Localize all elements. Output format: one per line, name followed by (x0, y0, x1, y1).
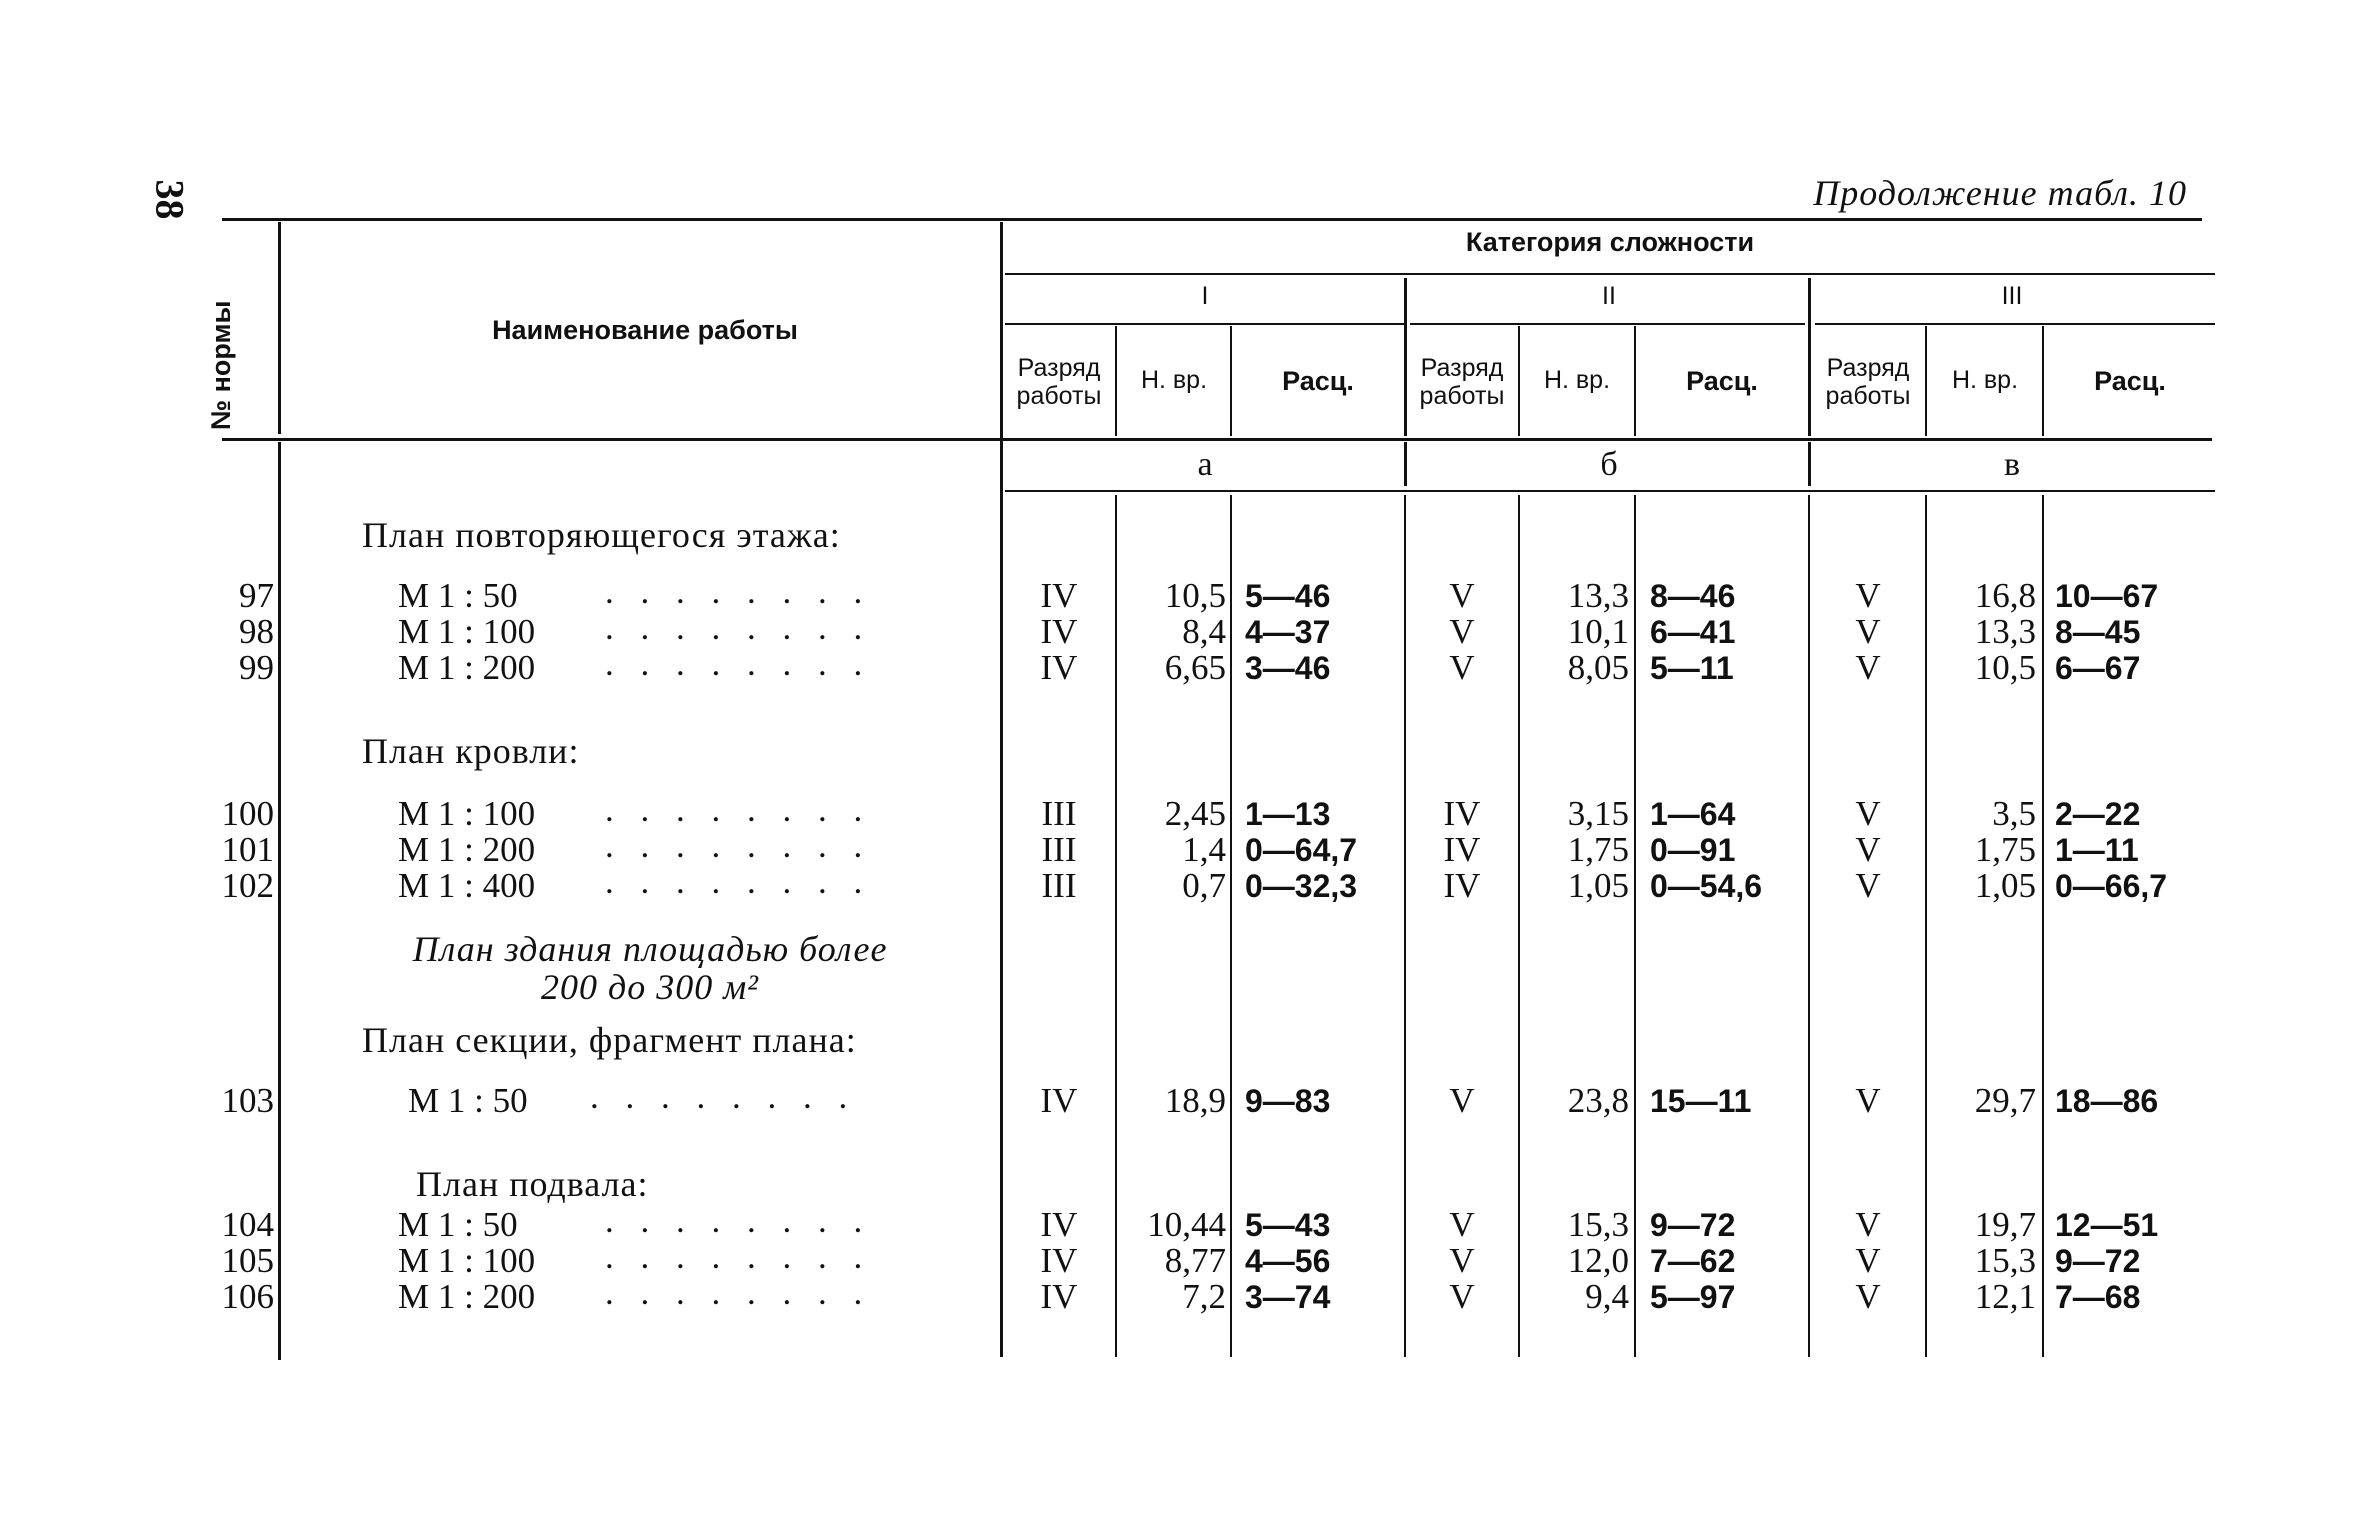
vrule-norm (278, 442, 281, 1360)
vrule-h2b (1634, 326, 1636, 436)
leader-dots: . . . . . . . . (605, 572, 872, 611)
table-caption: Продолжение табл. 10 (1813, 173, 2187, 213)
norm-time-cell: 1,05 (1974, 866, 2036, 905)
vrule-norm-header (278, 222, 281, 434)
rate-cell: 9—72 (2055, 1243, 2141, 1279)
razryad-cell: IV (1443, 794, 1481, 833)
category-rule (1005, 273, 2215, 275)
razryad-cell: V (1449, 1241, 1475, 1280)
rate-cell: 5—43 (1245, 1207, 1331, 1243)
norm-number: 105 (221, 1241, 274, 1280)
rate-cell: 10—67 (2055, 578, 2159, 614)
norm-number: 100 (221, 794, 274, 833)
rate-cell: 1—64 (1650, 796, 1736, 832)
leader-dots: . . . . . . . . (605, 1201, 872, 1240)
category-header: Категория сложности (1465, 227, 1755, 257)
group-letter-3: в (2003, 446, 2021, 483)
section-title: План секции, фрагмент плана: (362, 1020, 857, 1060)
work-name: М 1 : 100 (398, 1241, 536, 1280)
rate-cell: 5—97 (1650, 1279, 1736, 1315)
norm-number: 99 (239, 648, 274, 687)
vrule-d2a (1518, 495, 1520, 1357)
sub-razryad-1: Разряд работы (1016, 354, 1102, 410)
razryad-cell: IV (1040, 576, 1078, 615)
norm-number: 97 (239, 576, 274, 615)
section-title: План кровли: (362, 731, 580, 771)
group-roman-2: II (1602, 282, 1616, 310)
norm-time-cell: 7,2 (1182, 1277, 1226, 1316)
rate-cell: 0—91 (1650, 832, 1736, 868)
work-name: М 1 : 400 (398, 866, 536, 905)
rate-cell: 7—62 (1650, 1243, 1736, 1279)
norm-number: 106 (221, 1277, 274, 1316)
sub-nvr-3: Н. вр. (1951, 366, 2019, 394)
group-rule-1 (1005, 323, 1405, 325)
rate-cell: 7—68 (2055, 1279, 2141, 1315)
rate-cell: 8—46 (1650, 578, 1736, 614)
razryad-cell: V (1449, 648, 1475, 687)
razryad-cell: V (1449, 612, 1475, 651)
razryad-cell: IV (1443, 866, 1481, 905)
razryad-cell: V (1449, 576, 1475, 615)
norm-number: 98 (239, 612, 274, 651)
norm-time-cell: 3,15 (1567, 794, 1629, 833)
work-name: М 1 : 100 (398, 794, 536, 833)
sub-nvr-2: Н. вр. (1543, 366, 1611, 394)
norm-time-cell: 1,75 (1974, 830, 2036, 869)
sub-razryad-2: Разряд работы (1419, 354, 1505, 410)
norm-time-cell: 13,3 (1974, 612, 2036, 651)
letter-rule (1005, 490, 2215, 492)
rate-cell: 2—22 (2055, 796, 2141, 832)
norm-time-cell: 12,1 (1974, 1277, 2036, 1316)
vrule-d3b (2042, 495, 2044, 1357)
razryad-cell: V (1855, 1081, 1881, 1120)
norm-time-cell: 2,45 (1164, 794, 1226, 833)
vrule-h1b (1230, 326, 1232, 436)
leader-dots: . . . . . . . . (605, 1237, 872, 1276)
rate-cell: 1—13 (1245, 796, 1331, 832)
norm-time-cell: 8,77 (1164, 1241, 1226, 1280)
leader-dots: . . . . . . . . (605, 644, 872, 683)
vrule-h3b (2042, 326, 2044, 436)
norm-time-cell: 18,9 (1164, 1081, 1226, 1120)
razryad-cell: V (1855, 794, 1881, 833)
sub-rasc-1: Расц. (1282, 366, 1354, 396)
razryad-cell: IV (1040, 1081, 1078, 1120)
razryad-cell: IV (1443, 830, 1481, 869)
rate-cell: 3—74 (1245, 1279, 1331, 1315)
vrule-d2b (1634, 495, 1636, 1357)
razryad-cell: V (1855, 866, 1881, 905)
section-title: План подвала: (416, 1164, 649, 1204)
norm-time-cell: 16,8 (1974, 576, 2036, 615)
norm-time-cell: 10,5 (1164, 576, 1226, 615)
razryad-cell: V (1449, 1081, 1475, 1120)
vrule-d1b (1230, 495, 1232, 1357)
leader-dots: . . . . . . . . (590, 1077, 857, 1116)
rate-cell: 0—66,7 (2055, 868, 2168, 904)
rate-cell: 9—72 (1650, 1207, 1736, 1243)
section-title: План повторяющегося этажа: (362, 515, 841, 555)
group-roman-3: III (2001, 282, 2023, 310)
norm-time-cell: 8,05 (1567, 648, 1629, 687)
norm-time-cell: 1,75 (1567, 830, 1629, 869)
leader-dots: . . . . . . . . (605, 826, 872, 865)
rate-cell: 5—11 (1650, 650, 1734, 686)
razryad-cell: V (1449, 1205, 1475, 1244)
rate-cell: 4—37 (1245, 614, 1331, 650)
razryad-cell: IV (1040, 1277, 1078, 1316)
leader-dots: . . . . . . . . (605, 1273, 872, 1312)
work-name: М 1 : 50 (398, 1205, 518, 1244)
razryad-cell: V (1855, 830, 1881, 869)
norm-time-cell: 15,3 (1974, 1241, 2036, 1280)
norm-time-cell: 10,1 (1567, 612, 1629, 651)
sub-rasc-3: Расц. (2094, 366, 2166, 396)
vrule-h1a (1115, 326, 1117, 436)
norm-time-cell: 10,5 (1974, 648, 2036, 687)
razryad-cell: III (1041, 830, 1077, 869)
work-name: М 1 : 50 (408, 1081, 528, 1120)
vrule-h2a (1518, 326, 1520, 436)
norm-number: 104 (221, 1205, 274, 1244)
col-name-header: Наименование работы (492, 315, 798, 345)
razryad-cell: IV (1040, 1241, 1078, 1280)
page-number: 38 (147, 179, 193, 220)
sub-rasc-2: Расц. (1686, 366, 1758, 396)
razryad-cell: III (1041, 794, 1077, 833)
leader-dots: . . . . . . . . (605, 790, 872, 829)
rate-cell: 1—11 (2055, 832, 2139, 868)
razryad-cell: V (1855, 1241, 1881, 1280)
norm-time-cell: 1,05 (1567, 866, 1629, 905)
norm-time-cell: 3,5 (1992, 794, 2036, 833)
razryad-cell: IV (1040, 612, 1078, 651)
rate-cell: 18—86 (2055, 1083, 2159, 1119)
col-norm-header: № нормы (206, 300, 236, 430)
norm-time-cell: 13,3 (1567, 576, 1629, 615)
group-letter-1: а (1197, 446, 1213, 483)
vrule-l3 (1808, 442, 1811, 486)
vrule-d1a (1115, 495, 1117, 1357)
razryad-cell: V (1855, 612, 1881, 651)
norm-number: 102 (221, 866, 274, 905)
vrule-d3 (1808, 495, 1810, 1357)
rate-cell: 0—54,6 (1650, 868, 1763, 904)
razryad-cell: IV (1040, 1205, 1078, 1244)
work-name: М 1 : 200 (398, 1277, 536, 1316)
norm-time-cell: 29,7 (1974, 1081, 2036, 1120)
razryad-cell: V (1855, 648, 1881, 687)
rate-cell: 3—46 (1245, 650, 1331, 686)
razryad-cell: III (1041, 866, 1077, 905)
rate-cell: 9—83 (1245, 1083, 1331, 1119)
norm-time-cell: 6,65 (1164, 648, 1226, 687)
sub-nvr-1: Н. вр. (1140, 366, 1208, 394)
norm-time-cell: 10,44 (1147, 1205, 1226, 1244)
rate-cell: 6—41 (1650, 614, 1736, 650)
rate-cell: 0—64,7 (1245, 832, 1358, 868)
norm-time-cell: 0,7 (1182, 866, 1226, 905)
razryad-cell: V (1855, 576, 1881, 615)
rate-cell: 12—51 (2055, 1207, 2159, 1243)
work-name: М 1 : 50 (398, 576, 518, 615)
norm-number: 103 (221, 1081, 274, 1120)
group-roman-1: I (1201, 282, 1209, 310)
razryad-cell: V (1449, 1277, 1475, 1316)
norm-number: 101 (221, 830, 274, 869)
vrule-d3a (1925, 495, 1927, 1357)
header-bottom-rule (222, 438, 2212, 441)
norm-time-cell: 9,4 (1585, 1277, 1629, 1316)
vrule-h3a (1925, 326, 1927, 436)
razryad-cell: V (1855, 1277, 1881, 1316)
section-title-italic: План здания площадью более 200 до 300 м² (412, 929, 888, 1007)
norm-time-cell: 12,0 (1567, 1241, 1629, 1280)
group-rule-3 (1815, 323, 2215, 325)
rate-cell: 5—46 (1245, 578, 1331, 614)
rate-cell: 4—56 (1245, 1243, 1331, 1279)
sub-razryad-3: Разряд работы (1825, 354, 1911, 410)
group-rule-2 (1410, 323, 1805, 325)
top-rule (222, 218, 2202, 221)
razryad-cell: IV (1040, 648, 1078, 687)
rate-cell: 0—32,3 (1245, 868, 1358, 904)
rate-cell: 8—45 (2055, 614, 2141, 650)
group-letter-2: б (1600, 446, 1618, 483)
rate-cell: 6—67 (2055, 650, 2141, 686)
norm-time-cell: 8,4 (1182, 612, 1226, 651)
norm-time-cell: 23,8 (1567, 1081, 1629, 1120)
leader-dots: . . . . . . . . (605, 862, 872, 901)
norm-time-cell: 1,4 (1182, 830, 1226, 869)
rate-cell: 15—11 (1650, 1083, 1752, 1119)
razryad-cell: V (1855, 1205, 1881, 1244)
leader-dots: . . . . . . . . (605, 608, 872, 647)
work-name: М 1 : 200 (398, 648, 536, 687)
work-name: М 1 : 100 (398, 612, 536, 651)
norm-time-cell: 15,3 (1567, 1205, 1629, 1244)
work-name: М 1 : 200 (398, 830, 536, 869)
norm-time-cell: 19,7 (1974, 1205, 2036, 1244)
